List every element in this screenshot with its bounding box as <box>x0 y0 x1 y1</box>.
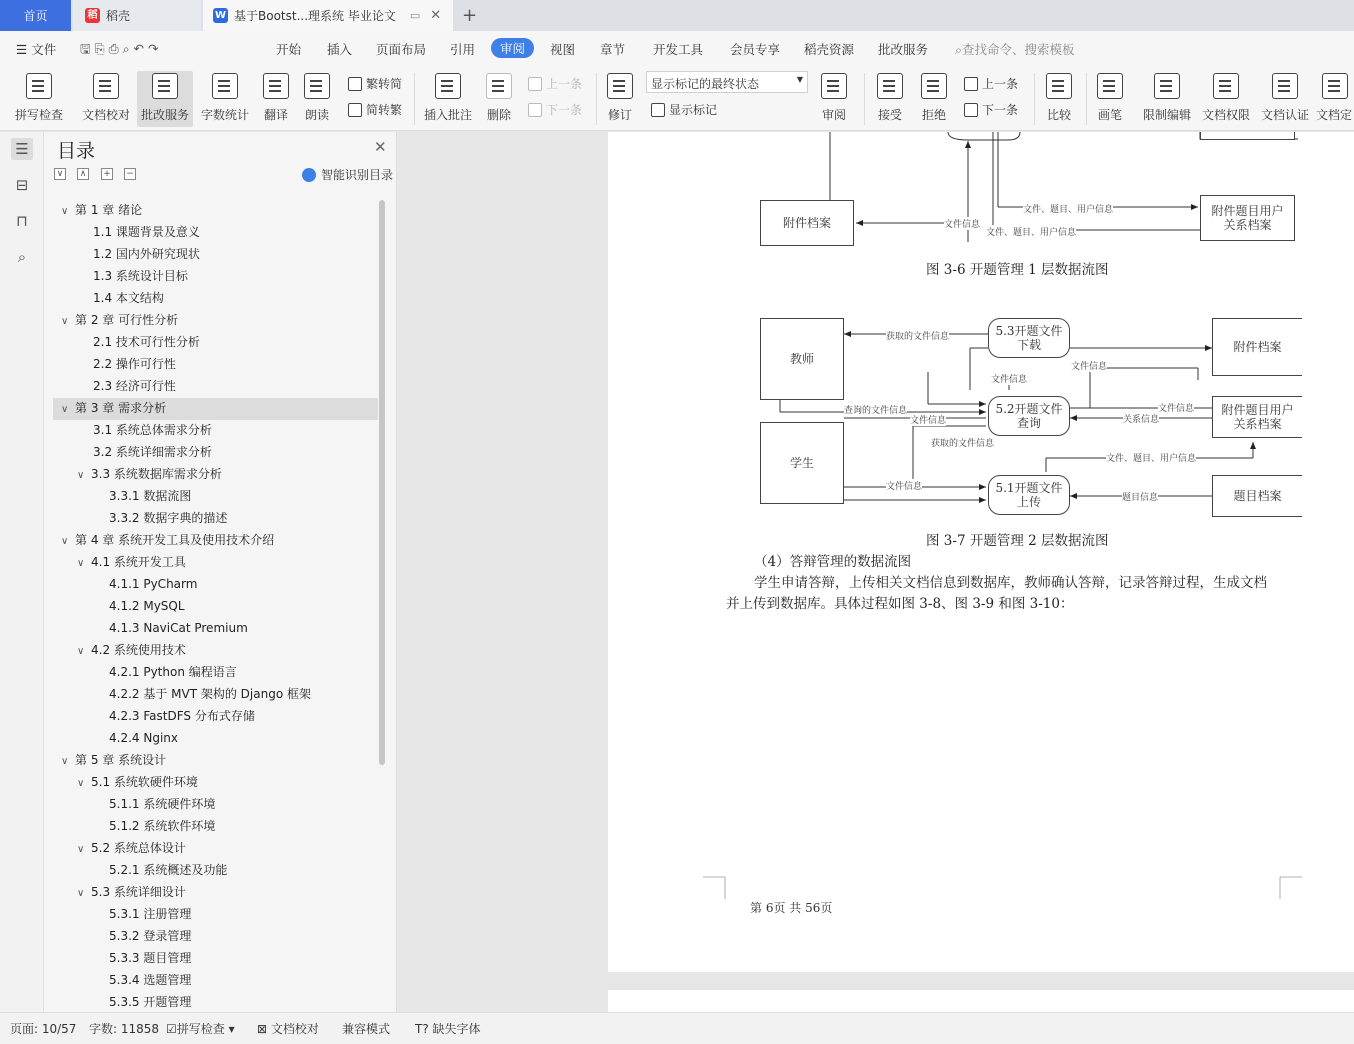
toc-item-label: 2.1 技术可行性分析 <box>93 335 200 349</box>
toc-item[interactable] <box>53 992 378 1008</box>
toc-item[interactable] <box>53 288 378 310</box>
track-changes-icon <box>607 73 633 99</box>
toc-item-label: 5.3.4 选题管理 <box>109 973 192 987</box>
delete-comment-label: 删除 <box>486 108 511 122</box>
flow-label: 题目信息 <box>1122 490 1158 503</box>
toc-item[interactable] <box>53 860 378 882</box>
reject-label: 拒绝 <box>921 108 946 122</box>
toc-item-label: 5.2.1 系统概述及功能 <box>109 863 228 877</box>
font-icon: T? <box>415 1022 429 1036</box>
show-marks-button[interactable] <box>651 101 717 118</box>
ribbon-divider <box>1034 73 1035 125</box>
review-service-label: 批改服务 <box>140 108 189 122</box>
flow-label: 文件信息 <box>886 479 922 492</box>
toc-item[interactable] <box>53 596 378 618</box>
toc-item-label: 第 5 章 系统设计 <box>75 753 167 767</box>
checkbox-icon: ☑ <box>166 1022 177 1036</box>
next-comment-icon <box>528 103 542 117</box>
toc-item-label: 5.3.1 注册管理 <box>109 907 192 921</box>
remove-level-icon[interactable]: − <box>124 168 136 180</box>
accept-icon <box>877 73 903 99</box>
toc-item[interactable] <box>53 200 378 222</box>
markup-state-value: 显示标记的最终状态 <box>651 77 760 91</box>
read-aloud-icon <box>304 73 330 99</box>
flow-label: 文件信息 <box>1158 401 1194 414</box>
toc-item[interactable] <box>53 948 378 970</box>
toc-item[interactable] <box>53 574 378 596</box>
menu-dev-tools[interactable]: 开发工具 <box>653 42 704 57</box>
toc-item-label: 5.1 系统软硬件环境 <box>91 775 198 789</box>
permission-icon <box>1213 73 1239 99</box>
delete-comment-button[interactable] <box>481 71 517 127</box>
menu-section[interactable]: 章节 <box>600 42 626 57</box>
prev-change-icon <box>964 77 978 91</box>
simp-to-trad-button[interactable] <box>348 101 402 118</box>
doc-certify-button[interactable] <box>1258 71 1312 127</box>
status-bar <box>0 1012 1354 1044</box>
toc-item[interactable] <box>53 310 378 332</box>
chevron-down-icon[interactable]: ∨ <box>61 404 69 415</box>
collapse-all-icon[interactable]: ∨ <box>54 168 66 180</box>
menu-member[interactable]: 会员专享 <box>730 42 781 57</box>
toc-item[interactable] <box>53 838 378 860</box>
toc-item[interactable] <box>53 222 378 244</box>
word-count-label: 字数统计 <box>200 108 249 122</box>
track-changes-label: 修订 <box>607 108 632 122</box>
comment-icon <box>435 73 461 99</box>
toc-item[interactable] <box>53 882 378 904</box>
search-icon[interactable]: ⌕ <box>17 248 27 266</box>
smart-toc-icon <box>302 168 316 182</box>
student-entity: 学生 <box>760 422 844 504</box>
toc-item[interactable] <box>53 772 378 794</box>
finalize-icon <box>1322 73 1348 99</box>
teacher-entity: 教师 <box>760 318 844 400</box>
toc-item[interactable] <box>53 662 378 684</box>
ribbon-divider <box>1086 73 1087 125</box>
simp-to-trad-label: 简转繁 <box>366 103 403 117</box>
proof-icon: ⊠ <box>257 1022 268 1036</box>
word-count-indicator[interactable]: 字数: 11858 <box>89 1022 160 1036</box>
process-5-3: 5.3开题文件 下载 <box>988 318 1070 358</box>
menu-insert[interactable]: 插入 <box>327 42 353 57</box>
toc-item-label: 第 3 章 需求分析 <box>75 401 167 415</box>
review-pane-icon <box>821 73 847 99</box>
toc-item-label: 3.2 系统详细需求分析 <box>93 445 212 459</box>
toc-list <box>53 200 378 1008</box>
toc-item[interactable] <box>53 464 378 486</box>
doc-proof-label: 文档校对 <box>81 108 130 122</box>
smart-toc-label: 智能识别目录 <box>321 168 394 182</box>
flow-label: 查询的文件信息 <box>844 403 907 416</box>
insert-comment-label: 插入批注 <box>423 108 472 122</box>
status-spell-label: 拼写检查 <box>176 1022 225 1036</box>
next-change-icon <box>964 103 978 117</box>
tab-document[interactable] <box>203 0 453 31</box>
toc-item[interactable] <box>53 970 378 992</box>
restrict-edit-button[interactable] <box>1140 71 1194 127</box>
toc-item[interactable] <box>53 816 378 838</box>
toc-item-label: 第 2 章 可行性分析 <box>75 313 179 327</box>
flow-label: 文件、题目、用户信息 <box>986 225 1076 238</box>
status-proof-label: 文档校对 <box>270 1022 319 1036</box>
topic-archive-box: 题目档案 <box>1212 475 1302 517</box>
process-5-2: 5.2开题文件 查询 <box>988 396 1070 436</box>
toc-item[interactable] <box>53 420 378 442</box>
compare-icon <box>1046 73 1072 99</box>
compare-button[interactable] <box>1040 71 1078 127</box>
chevron-down-icon[interactable]: ∨ <box>61 316 69 327</box>
toc-item[interactable] <box>53 618 378 640</box>
delete-comment-icon <box>486 73 512 99</box>
ribbon-divider <box>596 73 597 125</box>
toc-scrollbar[interactable] <box>379 200 385 765</box>
chevron-down-icon[interactable]: ∨ <box>77 558 85 569</box>
missing-font[interactable] <box>415 1020 481 1037</box>
attach-relation-box-36: 附件题目用户 关系档案 <box>1200 195 1295 241</box>
toc-item-label: 1.4 本文结构 <box>93 291 164 305</box>
toc-item-label: 1.3 系统设计目标 <box>93 269 188 283</box>
status-proof[interactable] <box>257 1020 319 1037</box>
spell-check-icon <box>26 73 52 99</box>
toc-item[interactable] <box>53 552 378 574</box>
toc-item[interactable] <box>53 684 378 706</box>
toc-item[interactable] <box>53 904 378 926</box>
paragraph-line-2: 并上传到数据库。具体过程如图 3-8、图 3-9 和图 3-10： <box>726 596 1074 612</box>
simp-trad-icon <box>348 103 362 117</box>
toc-item[interactable] <box>53 794 378 816</box>
document-area <box>398 132 1354 1012</box>
compat-mode[interactable]: 兼容模式 <box>342 1022 391 1036</box>
flow-label: 文件信息 <box>944 217 980 230</box>
tab-home[interactable] <box>0 0 71 31</box>
flow-label: 文件信息 <box>991 372 1027 385</box>
spell-check-label: 拼写检查 <box>14 108 63 122</box>
menu-view[interactable]: 视图 <box>550 42 576 57</box>
toc-item-label: 4.1.1 PyCharm <box>109 577 198 591</box>
flow-label: 文件信息 <box>1071 359 1107 372</box>
flow-label: 获取的文件信息 <box>931 436 994 449</box>
chevron-down-icon[interactable]: ∨ <box>61 756 69 767</box>
toc-item-label: 1.1 课题背景及意义 <box>93 225 200 239</box>
toc-item[interactable] <box>53 442 378 464</box>
toc-item-label: 1.2 国内外研究现状 <box>93 247 200 261</box>
next-change-label: 下一条 <box>982 103 1019 117</box>
toc-item-label: 3.3.1 数据流图 <box>109 489 192 503</box>
file-menu-label: 文件 <box>31 42 57 57</box>
attach-archive-box-37: 附件档案 <box>1212 318 1302 376</box>
doc-certify-label: 文档认证 <box>1260 108 1309 122</box>
command-search[interactable] <box>955 40 1075 58</box>
toc-item[interactable] <box>53 926 378 948</box>
paragraph-line-1: 学生申请答辩，上传相关文档信息到数据库，教师确认答辩，记录答辩过程，生成文档 <box>754 575 1267 591</box>
doc-permission-button[interactable] <box>1199 71 1253 127</box>
chevron-down-icon[interactable]: ∨ <box>61 206 69 217</box>
chevron-down-icon[interactable]: ∨ <box>77 844 85 855</box>
insert-comment-button[interactable] <box>422 71 474 127</box>
process-5-1: 5.1开题文件 上传 <box>988 475 1070 515</box>
pin-icon[interactable]: ▭ <box>409 9 421 22</box>
doc-proof-icon <box>93 73 119 99</box>
review-service-icon <box>152 73 178 99</box>
toc-item[interactable] <box>53 728 378 750</box>
top-store-box <box>1200 132 1295 140</box>
quick-access-icons[interactable]: 🖫 ⎘ ⎙ ⌕ ↶ ↷ <box>80 41 159 56</box>
translate-icon <box>263 73 289 99</box>
ribbon-toolbar <box>0 67 1354 131</box>
writer-logo-icon: W <box>214 10 227 21</box>
new-tab-icon[interactable]: + <box>462 5 478 26</box>
toc-item-label: 5.3.2 登录管理 <box>109 929 192 943</box>
menu-review[interactable]: 审阅 <box>491 38 534 58</box>
reject-icon <box>921 73 947 99</box>
file-menu[interactable]: ☰ 文件 <box>16 42 57 57</box>
translate-button[interactable] <box>256 71 296 127</box>
bookmark-icon[interactable]: ⊓ <box>16 212 28 230</box>
status-spell-check[interactable]: ☑拼写检查 ▾ <box>166 1022 235 1036</box>
toc-item-label: 5.3.5 开题管理 <box>109 995 192 1008</box>
toc-item[interactable] <box>53 508 378 530</box>
toc-item[interactable] <box>53 486 378 508</box>
spell-check-button[interactable] <box>10 71 68 127</box>
doc-finalize-button[interactable] <box>1316 71 1354 127</box>
chevron-down-icon[interactable]: ∨ <box>77 646 85 657</box>
toc-item-label: 3.3 系统数据库需求分析 <box>91 467 222 481</box>
add-level-icon[interactable]: + <box>101 168 113 180</box>
doc-proof-button[interactable] <box>80 71 132 127</box>
toc-panel <box>44 132 397 1012</box>
tab-bar <box>0 0 1354 31</box>
trad-to-simp-button[interactable] <box>348 75 402 92</box>
toc-item-label: 2.2 操作可行性 <box>93 357 176 371</box>
next-comment-label: 下一条 <box>546 103 583 117</box>
compare-label: 比较 <box>1046 108 1071 122</box>
toc-item[interactable] <box>53 376 378 398</box>
doc-permission-label: 文档权限 <box>1201 108 1250 122</box>
flow-label: 文件、题目、用户信息 <box>1023 202 1113 215</box>
outline-icon[interactable]: ⊟ <box>15 176 29 194</box>
chevron-down-icon[interactable]: ∨ <box>77 888 85 899</box>
toc-item-label: 4.1.2 MySQL <box>109 599 185 613</box>
toc-item-label: 4.1.3 NaviCat Premium <box>109 621 248 635</box>
flow-label: 关系信息 <box>1123 412 1159 425</box>
show-marks-icon <box>651 103 665 117</box>
menu-start[interactable]: 开始 <box>276 42 302 57</box>
prev-change-button[interactable] <box>964 75 1018 92</box>
close-icon[interactable]: ✕ <box>374 138 387 156</box>
toc-item-label: 3.1 系统总体需求分析 <box>93 423 212 437</box>
ribbon-divider <box>414 73 415 125</box>
menu-reference[interactable]: 引用 <box>450 42 476 57</box>
restrict-edit-label: 限制编辑 <box>1142 108 1191 122</box>
toc-item-label: 4.2.2 基于 MVT 架构的 Django 框架 <box>109 687 311 701</box>
toc-item-label: 4.2.4 Nginx <box>109 731 178 745</box>
review-pane-label: 审阅 <box>821 108 846 122</box>
toc-item[interactable] <box>53 354 378 376</box>
next-page <box>608 990 1354 1012</box>
figure-caption-36: 图 3-6 开题管理 1 层数据流图 <box>926 262 1109 278</box>
pen-icon <box>1097 73 1123 99</box>
side-icon-strip <box>0 132 44 1012</box>
command-search-placeholder: 查找命令、搜索模板 <box>962 42 1075 57</box>
toc-item-label: 5.1.1 系统硬件环境 <box>109 797 216 811</box>
show-marks-label: 显示标记 <box>669 103 718 117</box>
toc-item-label: 5.1.2 系统软件环境 <box>109 819 216 833</box>
toc-item-label: 3.3.2 数据字典的描述 <box>109 511 228 525</box>
toc-item[interactable] <box>53 332 378 354</box>
toc-item[interactable] <box>53 398 378 420</box>
toc-item-label: 4.2 系统使用技术 <box>91 643 186 657</box>
menu-bar <box>0 31 1354 67</box>
prev-comment-button[interactable] <box>528 75 582 92</box>
toc-item[interactable] <box>53 706 378 728</box>
figure-caption-37: 图 3-7 开题管理 2 层数据流图 <box>926 533 1109 549</box>
expand-up-icon[interactable]: ∧ <box>77 168 89 180</box>
menu-daoke-resources[interactable]: 稻壳资源 <box>804 42 855 57</box>
section-heading: （4）答辩管理的数据流图 <box>754 554 912 570</box>
accept-label: 接受 <box>877 108 902 122</box>
menu-review-service[interactable]: 批改服务 <box>878 42 929 57</box>
lock-icon <box>1154 73 1180 99</box>
pen-button[interactable] <box>1094 71 1126 127</box>
translate-label: 翻译 <box>263 108 288 122</box>
tab-daoke[interactable] <box>73 0 201 31</box>
toc-item[interactable] <box>53 244 378 266</box>
accept-button[interactable] <box>872 71 908 127</box>
flow-label: 文件信息 <box>910 413 946 426</box>
page-indicator[interactable]: 页面: 10/57 <box>10 1022 77 1036</box>
toc-item-label: 4.2.1 Python 编程语言 <box>109 665 237 679</box>
close-tab-icon[interactable]: ✕ <box>430 8 442 23</box>
toc-item[interactable] <box>53 750 378 772</box>
read-aloud-button[interactable] <box>300 71 334 127</box>
toc-item-label: 第 4 章 系统开发工具及使用技术介绍 <box>75 533 275 547</box>
chevron-down-icon[interactable]: ∨ <box>77 470 85 481</box>
chevron-down-icon[interactable]: ∨ <box>77 778 85 789</box>
toc-icon[interactable]: ☰ <box>11 138 33 160</box>
trad-to-simp-label: 繁转简 <box>366 77 403 91</box>
toc-item-label: 4.1 系统开发工具 <box>91 555 186 569</box>
attach-relation-box-37: 附件题目用户 关系档案 <box>1212 396 1302 438</box>
toc-item[interactable] <box>53 640 378 662</box>
prev-comment-icon <box>528 77 542 91</box>
toc-item[interactable] <box>53 530 378 552</box>
attach-archive-box-36: 附件档案 <box>760 200 854 246</box>
word-count-icon <box>212 73 238 99</box>
toc-item-label: 5.2 系统总体设计 <box>91 841 186 855</box>
doc-finalize-label: 文档定 <box>1316 108 1353 122</box>
smart-toc-button[interactable] <box>302 166 393 183</box>
page-footer: 第 6页 共 56页 <box>750 901 833 915</box>
document-page <box>608 132 1354 972</box>
next-change-button[interactable] <box>964 101 1018 118</box>
tab-home-label: 首页 <box>23 9 48 23</box>
reject-button[interactable] <box>916 71 952 127</box>
ribbon-divider <box>864 73 865 125</box>
word-count-button[interactable] <box>199 71 251 127</box>
prev-comment-label: 上一条 <box>546 77 583 91</box>
daoke-logo-icon: 稻 <box>85 8 100 23</box>
toc-item-label: 第 1 章 绪论 <box>75 203 143 217</box>
tab-daoke-label: 稻壳 <box>106 9 131 23</box>
toc-item-label: 4.2.3 FastDFS 分布式存储 <box>109 709 255 723</box>
review-service-button[interactable] <box>137 71 193 127</box>
flow-label: 文件、题目、用户信息 <box>1106 451 1196 464</box>
prev-change-label: 上一条 <box>982 77 1019 91</box>
menu-layout[interactable]: 页面布局 <box>376 42 427 57</box>
next-comment-button[interactable] <box>528 101 582 118</box>
toc-item[interactable] <box>53 266 378 288</box>
chevron-down-icon[interactable]: ∨ <box>61 536 69 547</box>
toc-item-label: 5.3.3 题目管理 <box>109 951 192 965</box>
tab-document-label: 基于Bootst...理系统 毕业论文 <box>234 9 396 23</box>
toc-item-label: 5.3 系统详细设计 <box>91 885 186 899</box>
read-aloud-label: 朗读 <box>304 108 329 122</box>
markup-state-select[interactable] <box>646 71 808 93</box>
certify-icon <box>1272 73 1298 99</box>
pen-label: 画笔 <box>1097 108 1122 122</box>
search-icon: ⌕ <box>955 42 963 57</box>
missing-font-label: 缺失字体 <box>432 1022 481 1036</box>
trad-simp-icon <box>348 77 362 91</box>
track-changes-button[interactable] <box>602 71 638 127</box>
review-pane-button[interactable] <box>816 71 852 127</box>
toc-title: 目录 <box>57 140 96 162</box>
flow-label: 获取的文件信息 <box>886 329 949 342</box>
chevron-down-icon: ▼ <box>796 75 803 84</box>
toc-item-label: 2.3 经济可行性 <box>93 379 176 393</box>
